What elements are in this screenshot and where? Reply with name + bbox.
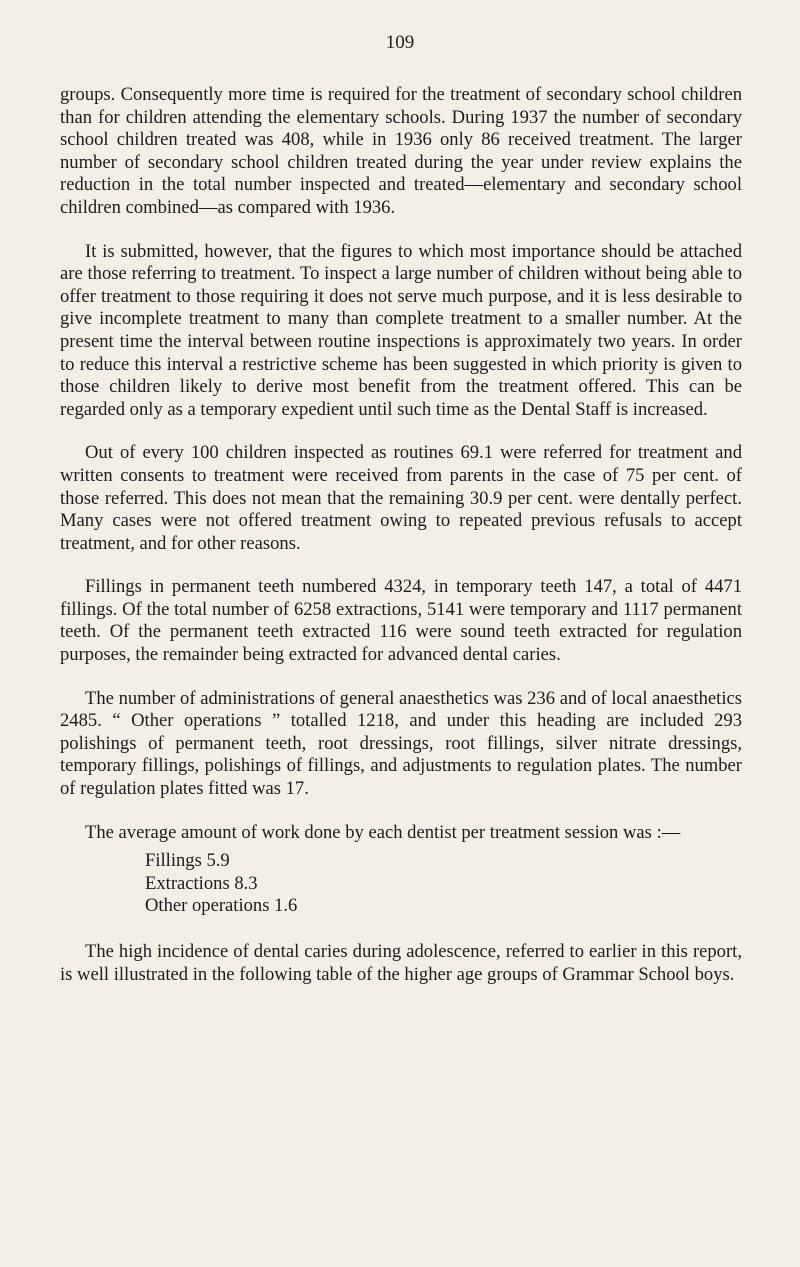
paragraph-treatment-priority: It is submitted, however, that the figures to which most importance should be attached are those referring to treatment. To inspect a large number of children without being able to offer treatment to those requiring it does not serve much purpose, and it is less desirable to give incomplete treatment to many than complete treatment to a smaller number. At the present time the interval between routine inspections is approximately two years. In order to reduce this interval a restrictive scheme has been suggested in which priority is given to those children likely to derive most benefit from the treatment offered. This can be regarded only as a temporary expedient until such time as the Dental Staff is increased.	[60, 240, 742, 420]
paragraph-continued: groups. Consequently more time is required for the treatment of secondary school children than for children attending the elementary schools. During 1937 the number of secondary school children treated was 408, while in 1936 only 86 received treatment. The larger number of secondary school children treated during the year under review explains the reduction in the total number inspected and treated—elementary and secondary school children combined—as compared with 1936.	[60, 84, 742, 218]
list-item: Extractions 8.3	[145, 872, 258, 894]
paragraph-closing: The high incidence of dental caries during adolescence, referred to earlier in this report, is well illustrated in the following table of the higher age groups of Grammar School boys.	[60, 941, 742, 985]
paragraph-fillings-extractions: Fillings in permanent teeth numbered 4324, in temporary teeth 147, a total of 4471 fillings. Of the total number of 6258 extractions, 5141 were temporary and 1117 permanent teeth. Of the permanent teeth extracted 116 were sound teeth extracted for regulation purposes, the remainder being extracted for advanced dental caries.	[60, 576, 742, 666]
paragraph-anaesthetics: The number of administrations of general anaesthetics was 236 and of local anaesthetics 2485. “ Other operations ” totalled 1218, and under this heading are included 293 polishings of permanent teeth, root dressings, root fillings, silver nitrate dressings, temporary fillings, polishings of fillings, and adjustments to regulation plates. The number of regulation plates fitted was 17.	[60, 687, 742, 800]
paragraph-referrals: Out of every 100 children inspected as routines 69.1 were referred for treatment and written consents to treatment were received from parents in the case of 75 per cent. of those referred. This does not mean that the remaining 30.9 per cent. were dentally perfect. Many cases were not offered treatment owing to repeated previous refusals to accept treatment, and for other reasons.	[60, 442, 742, 554]
paragraph-average-work: The average amount of work done by each dentist per treatment session was :—	[85, 821, 681, 843]
page-number: 109	[385, 32, 415, 53]
work-per-session-list	[60, 850, 742, 918]
list-item: Other operations 1.6	[145, 895, 298, 917]
list-item: Fillings 5.9	[145, 850, 230, 872]
body-text	[60, 84, 742, 1007]
